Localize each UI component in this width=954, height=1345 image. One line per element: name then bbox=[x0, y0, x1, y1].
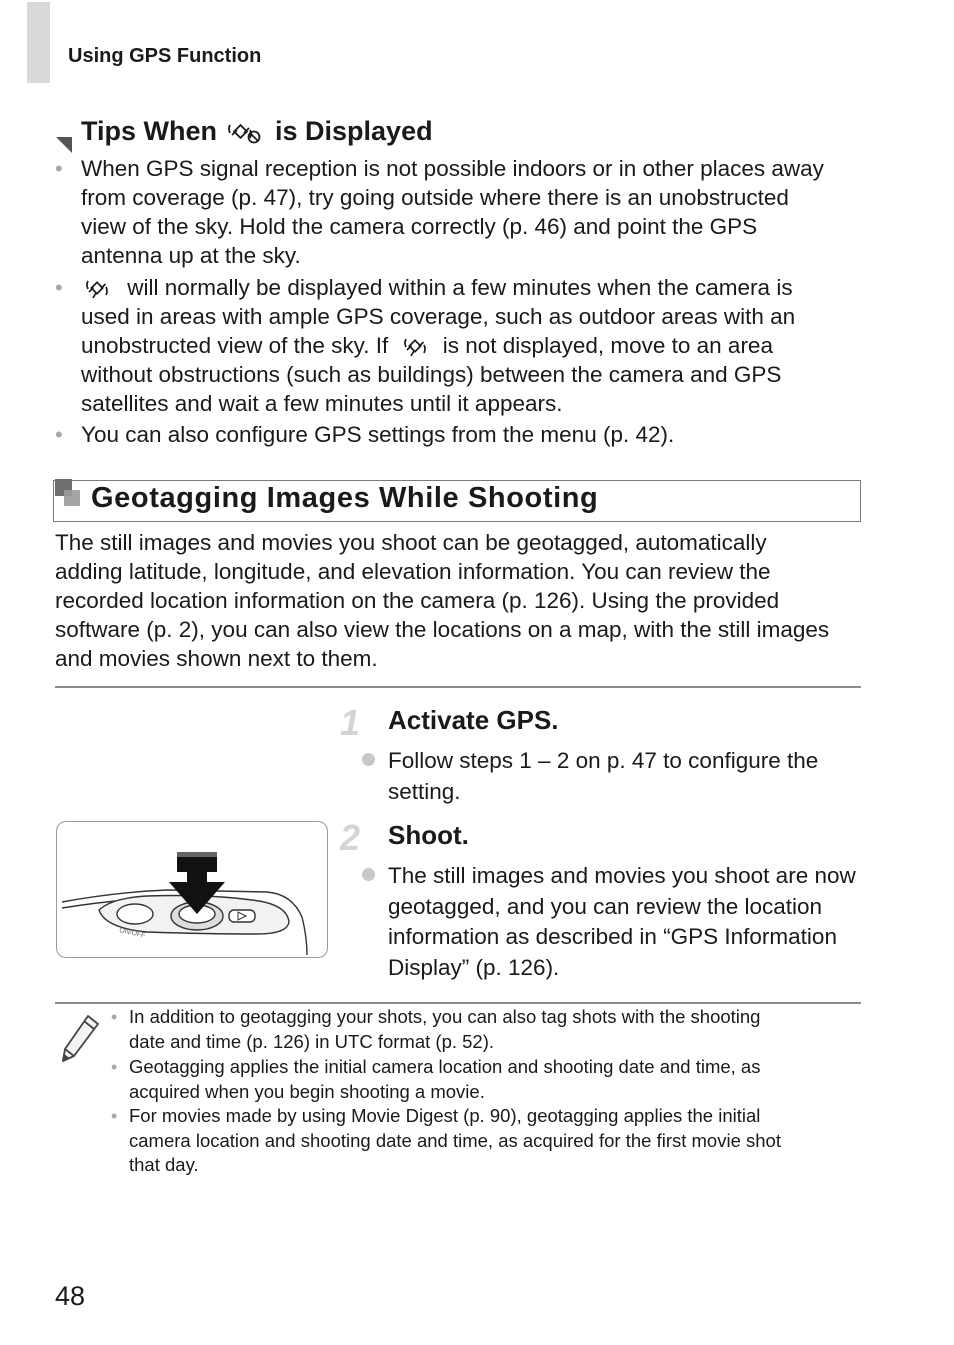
tips-heading-after: is Displayed bbox=[275, 116, 433, 146]
tips-bullet-2-line1: will normally be displayed within a few minutes when the camera is bbox=[127, 275, 793, 300]
divider bbox=[55, 686, 861, 688]
step-title: Activate GPS. bbox=[388, 705, 559, 735]
step-number: 2 bbox=[340, 817, 361, 858]
note-line: acquired when you begin shooting a movie. bbox=[129, 1080, 485, 1102]
note-item bbox=[129, 1055, 760, 1104]
divider bbox=[55, 1002, 861, 1004]
tips-heading-before: Tips When bbox=[81, 116, 218, 146]
bullet-dot: • bbox=[111, 1106, 118, 1126]
step-2-text bbox=[388, 861, 856, 983]
bullet-dot: • bbox=[55, 156, 63, 181]
tips-bullet-1-line: When GPS signal reception is not possible indoors or in other places away bbox=[81, 156, 824, 181]
gps-satellite-icon bbox=[81, 276, 115, 302]
note-line: Geotagging applies the initial camera location and shooting date and time, as bbox=[129, 1056, 761, 1077]
tips-bullet-2-line3b: is not displayed, move to an area bbox=[442, 333, 773, 359]
intro-line: recorded location information on the camera (p. 126). Using the provided bbox=[55, 588, 780, 613]
page-number: 48 bbox=[55, 1281, 86, 1311]
section-title: Geotagging Images While Shooting bbox=[91, 482, 599, 514]
bullet-dot: • bbox=[111, 1007, 118, 1027]
tips-bullet-2-line5: satellites and wait a few minutes until it appears. bbox=[81, 391, 563, 417]
note-line: For movies made by using Movie Digest (p. 90), geotagging applies the initial bbox=[129, 1105, 761, 1126]
tips-bullet-1-line: antenna up at the sky. bbox=[81, 243, 301, 268]
gps-no-signal-icon bbox=[217, 117, 275, 147]
step-1-line: Follow steps 1 – 2 on p. 47 to configure the bbox=[388, 748, 819, 773]
section-intro bbox=[55, 528, 829, 673]
tips-bullet-2-line2: used in areas with ample GPS coverage, such as outdoor areas with an bbox=[81, 304, 796, 330]
bullet-dot: • bbox=[55, 275, 63, 300]
tips-bullet-2-line4: without obstructions (such as buildings) between the camera and GPS bbox=[81, 362, 782, 388]
step-2-line: geotagged, and you can review the location bbox=[388, 893, 823, 919]
step-2-line: information as described in “GPS Information bbox=[388, 924, 837, 949]
tips-bullet-3: You can also configure GPS settings from the menu (p. 42). bbox=[81, 422, 675, 447]
tips-heading bbox=[81, 116, 433, 147]
note-line: In addition to geotagging your shots, you can also tag shots with the shooting bbox=[129, 1006, 761, 1027]
step-number: 1 bbox=[340, 702, 361, 743]
pencil-icon bbox=[58, 1012, 102, 1064]
note-line: date and time (p. 126) in UTC format (p. 52). bbox=[129, 1030, 495, 1052]
step-2-line: Display” (p. 126). bbox=[388, 954, 560, 980]
note-line: camera location and shooting date and time, as acquired for the first movie shot bbox=[129, 1129, 781, 1151]
chapter-tab bbox=[27, 2, 50, 83]
note-item bbox=[129, 1005, 760, 1054]
tips-bullet-1-line: view of the sky. Hold the camera correctly (p. 46) and point the GPS bbox=[81, 214, 758, 239]
section-marker bbox=[64, 490, 80, 506]
step-bullet bbox=[362, 868, 375, 881]
illustration-button-label: ON/OFF bbox=[118, 927, 146, 940]
tips-bullet-1 bbox=[81, 154, 824, 270]
step-1-text bbox=[388, 746, 818, 807]
gps-satellite-icon bbox=[399, 334, 433, 360]
intro-line: software (p. 2), you can also view the locations on a map, with the still images bbox=[55, 617, 830, 642]
step-title: Shoot. bbox=[388, 820, 469, 850]
running-head: Using GPS Function bbox=[68, 45, 262, 67]
tips-bullet-2-line3a: unobstructed view of the sky. If bbox=[81, 333, 389, 359]
note-line: that day. bbox=[129, 1154, 199, 1175]
step-2-line: The still images and movies you shoot are now bbox=[388, 863, 856, 888]
camera-shutter-illustration bbox=[56, 821, 328, 958]
tips-corner-marker bbox=[56, 137, 72, 153]
intro-line: and movies shown next to them. bbox=[55, 646, 378, 671]
step-bullet bbox=[362, 753, 375, 766]
step-1-line: setting. bbox=[388, 778, 461, 804]
bullet-dot: • bbox=[55, 422, 63, 447]
bullet-dot: • bbox=[111, 1057, 118, 1077]
intro-line: adding latitude, longitude, and elevation information. You can review the bbox=[55, 559, 771, 584]
intro-line: The still images and movies you shoot can be geotagged, automatically bbox=[55, 530, 767, 555]
tips-bullet-2 bbox=[81, 273, 795, 418]
note-item bbox=[129, 1104, 781, 1178]
tips-bullet-1-line: from coverage (p. 47), try going outside where there is an unobstructed bbox=[81, 185, 789, 210]
